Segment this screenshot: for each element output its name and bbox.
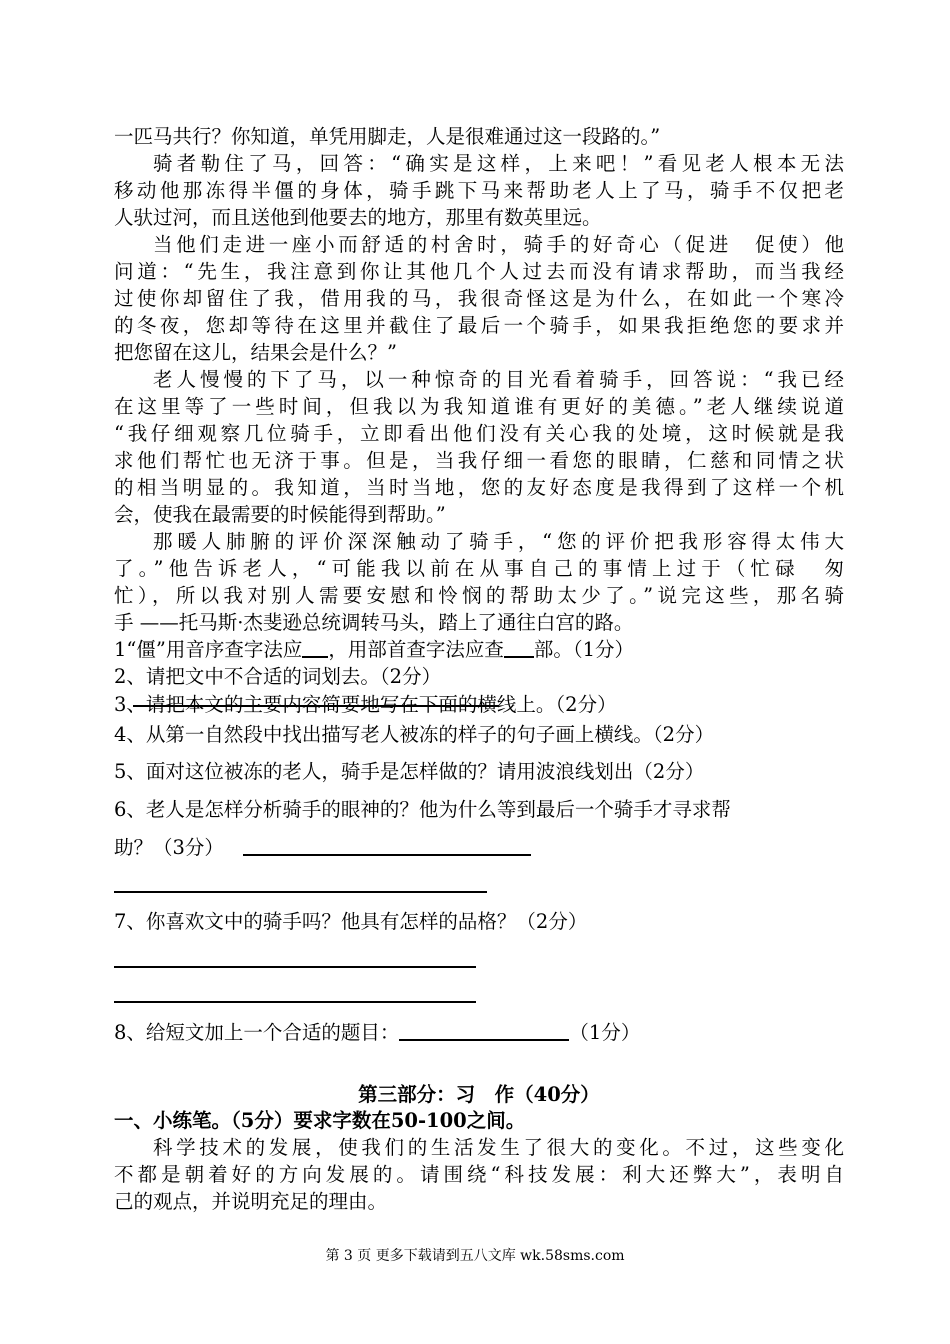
section-title: 第三部分：习 作（40分） [358, 1083, 600, 1106]
passage-line: 问道：“先生，我注意到你让其他几个人过去而没有请求帮助，而当我经 [114, 260, 844, 283]
passage-line: 把您留在这儿，结果会是什么？” [114, 341, 397, 364]
question-5: 5、面对这位被冻的老人，骑手是怎样做的？请用波浪线划出（2分） [114, 760, 705, 783]
prompt-line: 科学技术的发展，使我们的生活发生了很大的变化。不过，这些变化 [153, 1136, 844, 1159]
passage-line: 忙），所以我对别人需要安慰和怜悯的帮助太少了。”说完这些，那名骑 [114, 584, 844, 607]
title-answer-blank[interactable] [399, 1039, 569, 1041]
question-7: 7、你喜欢文中的骑手吗？他具有怎样的品格？（2分） [114, 910, 588, 933]
passage-line: 了。”他告诉老人，“可能我以前在从事自己的事情上过于（忙碌 匆 [114, 557, 844, 580]
passage-line: 会，使我在最需要的时候能得到帮助。” [114, 503, 446, 526]
answer-line[interactable] [114, 966, 476, 968]
passage-line: 手 ——托马斯·杰斐逊总统调转马头，踏上了通往白宫的路。 [114, 611, 634, 634]
passage-line: 那暖人肺腑的评价深深触动了骑手，“您的评价把我形容得太伟大 [153, 530, 844, 553]
passage-line: 的相当明显的。我知道，当时当地，您的友好态度是我得到了这样一个机 [114, 476, 844, 499]
passage-line: 过使你却留住了我，借用我的马，我很奇怪这是为什么，在如此一个寒冷 [114, 287, 844, 310]
passage-line: “我仔细观察几位骑手，立即看出他们没有关心我的处境，这时候就是我 [114, 422, 844, 445]
passage-line: 在这里等了一些时间，但我以为我知道谁有更好的美德。”老人继续说道 [114, 395, 844, 418]
passage-line: 的冬夜，您却等待在这里并截住了最后一个骑手，如果我拒绝您的要求并 [114, 314, 844, 337]
question-2: 2、请把文中不合适的词划去。（2分） [114, 665, 442, 688]
answer-line[interactable] [114, 891, 487, 893]
passage-line: 移动他那冻得半僵的身体，骑手跳下马来帮助老人上了马，骑手不仅把老 [114, 179, 844, 202]
passage-line: 当他们走进一座小而舒适的村舍时，骑手的好奇心（促进 促使）他 [153, 233, 844, 256]
passage-line: 人驮过河，而且送他到他要去的地方，那里有数英里远。 [114, 206, 602, 229]
page-footer: 第 3 页 更多下载请到五八文库 wk.58sms.com [325, 1248, 625, 1264]
question-3: 3、请把本文的主要内容简要地写在下面的横线上。（2分） [114, 693, 617, 716]
passage-line: 老人慢慢的下了马，以一种惊奇的目光看着骑手，回答说：“我已经 [153, 368, 844, 391]
question-4: 4、从第一自然段中找出描写老人被冻的样子的句子画上横线。（2分） [114, 723, 715, 746]
answer-line[interactable] [133, 705, 499, 707]
prompt-line: 己的观点，并说明充足的理由。 [114, 1190, 388, 1213]
question-8: 8、给短文加上一个合适的题目： （1分） [114, 1021, 641, 1044]
passage-line: 求他们帮忙也无济于事。但是，当我仔细一看您的眼睛，仁慈和同情之状 [114, 449, 844, 472]
subsection-heading: 一、小练笔。（5分）要求字数在50-100之间。 [114, 1109, 526, 1132]
passage-line: 一匹马共行？你知道，单凭用脚走，人是很难通过这一段路的。” [114, 125, 661, 148]
question-1: 1“僵”用音序查字法应 ，用部首查字法应查 部。（1分） [114, 638, 635, 661]
answer-line[interactable] [243, 854, 531, 856]
question-6: 6、老人是怎样分析骑手的眼神的？他为什么等到最后一个骑手才寻求帮 [114, 798, 731, 821]
prompt-line: 不都是朝着好的方向发展的。请围绕“科技发展：利大还弊大”，表明自 [114, 1163, 844, 1186]
question-6-continued: 助？（3分） [114, 836, 224, 859]
answer-blank[interactable] [504, 656, 534, 658]
answer-blank[interactable] [302, 656, 328, 658]
passage-line: 骑者勒住了马，回答：“确实是这样，上来吧！”看见老人根本无法 [153, 152, 844, 175]
answer-line[interactable] [114, 1001, 476, 1003]
